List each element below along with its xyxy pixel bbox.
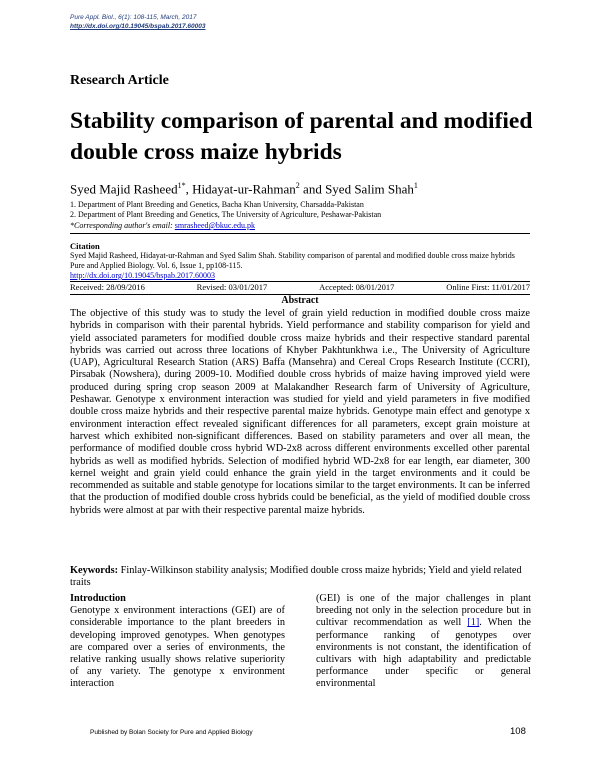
author-separator: and <box>299 181 326 197</box>
footer-publisher: Published by Bolan Society for Pure and Applied Biology <box>90 729 253 736</box>
journal-citation-line: Pure Appl. Biol., 6(1): 108-115, March, 2017 <box>70 14 197 21</box>
keywords <box>70 565 530 590</box>
author-separator: , <box>185 181 193 197</box>
abstract-text: The objective of this study was to study the level of grain yield reduction in modified double cross maize hybrids in comparison with their parental hybrids. Yield performance and stability comparison for yield and yield associated parameters for modified double cross maize hybrids and their respective standard parental hybrids was carried out across three locations of Khyber Pakhtunkhwa i.e., The University of Agriculture (UAP), Agricultural Research Station (ARS) Baffa (Mansehra) and Cereal Crops Research Institute (CCRI), Pirsabak (Nowshera), during 2009-10. Modified double cross hybrids of maize having improved yield were produced during spring crop season 2009 at Malakandher Research farm of University of Agriculture, Peshawar. Genotype x environment interaction was studied for yield and yield parameters in five modified double cross maize hybrids and their respective parental maize hybrids. Genotype main effect and genotype x environment interaction effect revealed significant differences for all parameters, except grain moisture at harvest which exhibited non-significant differences. Based on stability parameters and over all mean, the performance of modified double cross hybrid WD-2x8 across different environments excelled other parental hybrids as well as modified hybrids. Selection of modified hybrid WD-2x8 for ear length, ear diameter, 300 kernel weight and grain yield could enhance the grain yield in the target environments and it could be recommended as suitable and stable genotype for locations similar to the target environments. It can be inferred that the production of modified double cross hybrids could be beneficial, as the yield of modified double cross hybrids were almost at par with their respective parental maize hybrids. <box>70 308 530 516</box>
author-1-affiliation: 1* <box>177 181 186 190</box>
accepted-date: Accepted: 08/01/2017 <box>319 282 395 292</box>
email-link[interactable]: smrasheed@bkuc.edu.pk <box>174 221 255 230</box>
paper-title: Stability comparison of parental and modified double cross maize hybrids <box>70 108 533 165</box>
page-number: 108 <box>510 726 526 737</box>
intro-left-text: Genotype x environment interactions (GEI) are of considerable importance to the plant breeders in developing improved genotypes. When genotypes are compared over a series of environments, the relative ranking usually shows relative superiority of any variety. The genotype x environment interaction <box>70 605 285 690</box>
keywords-label: Keywords: <box>70 565 119 576</box>
dates-row <box>70 282 530 292</box>
abstract-heading: Abstract <box>281 295 319 306</box>
intro-heading: Introduction <box>70 593 126 604</box>
intro-right-text-continued: . When the performance ranking of genotypes over environments is not constant, the identification of cultivars with high adaptability and predictable performance under specific or general environmental <box>316 617 531 690</box>
corresponding-email <box>70 221 255 231</box>
email-label: *Corresponding author's email: <box>70 221 175 230</box>
citation-heading: Citation <box>70 241 100 251</box>
revised-date: Revised: 03/01/2017 <box>196 282 268 292</box>
divider <box>70 233 530 234</box>
affiliation-2: 2. Department of Plant Breeding and Genetics, The University of Agriculture, Peshawar-Pakistan <box>70 210 382 219</box>
authors-line <box>70 181 418 197</box>
online-date: Online First: 11/01/2017 <box>446 282 530 292</box>
intro-right-text: (GEI) is one of the major challenges in plant breeding not only in the selection procedure but in cultivar recommendation as well <box>316 593 531 629</box>
article-type: Research Article <box>70 73 169 88</box>
author-1: Syed Majid Rasheed <box>70 181 178 197</box>
author-2-affiliation: 2 <box>295 181 300 190</box>
author-3-affiliation: 1 <box>413 181 418 190</box>
intro-right-column <box>316 593 531 691</box>
keywords-text: Finlay-Wilkinson stability analysis; Modified double cross maize hybrids; Yield and yield related traits <box>70 565 522 589</box>
journal-doi-link[interactable]: http://dx.doi.org/10.19045/bspab.2017.60003 <box>70 23 206 30</box>
citation-text: Syed Majid Rasheed, Hidayat-ur-Rahman and Syed Salim Shah. Stability comparison of parental and modified double cross maize hybrids Pure and Applied Biology. Vol. 6, Issue 1, pp108-115. <box>70 251 515 270</box>
affiliation-1: 1. Department of Plant Breeding and Genetics, Bacha Khan University, Charsadda-Pakistan <box>70 200 364 209</box>
received-date: Received: 28/09/2016 <box>70 282 145 292</box>
author-3: Syed Salim Shah <box>325 181 414 197</box>
reference-link[interactable]: [1] <box>467 617 480 629</box>
intro-left-column <box>70 593 285 691</box>
citation-doi-link[interactable]: http://dx.doi.org/10.19045/bspab.2017.60003 <box>70 271 215 280</box>
journal-header <box>70 13 205 31</box>
citation-block <box>70 251 530 281</box>
author-2: Hidayat-ur-Rahman <box>192 181 296 197</box>
